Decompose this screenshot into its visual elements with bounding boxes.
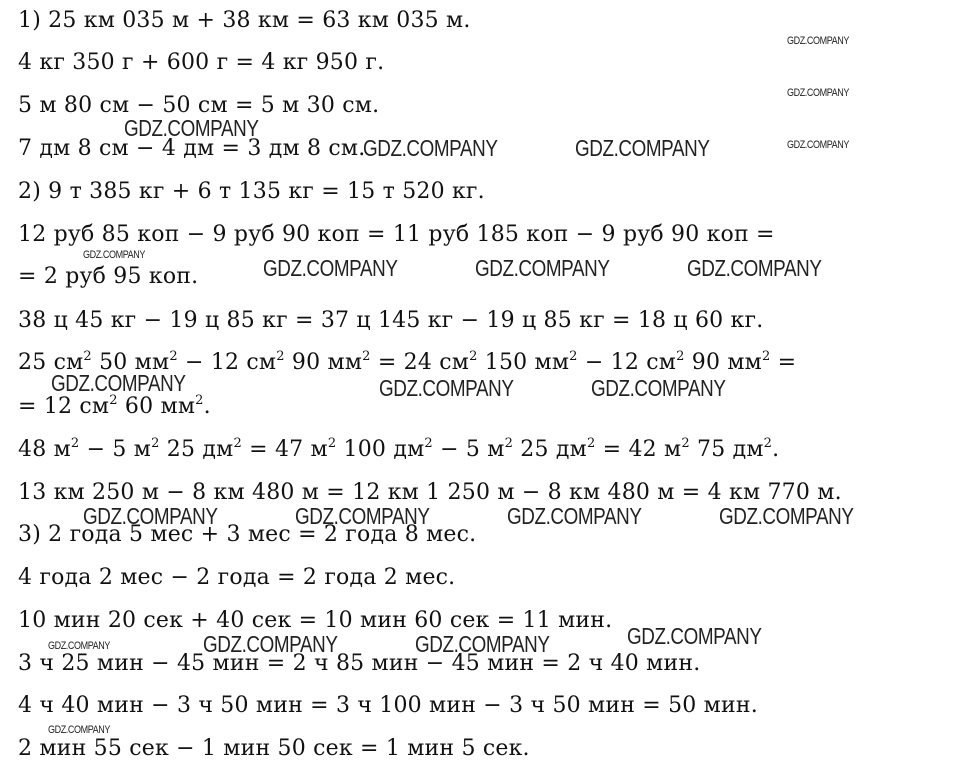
superscript: 2 (763, 436, 773, 451)
watermark: GDZ.COMPANY (687, 255, 822, 281)
solution-line: 3) 2 года 5 мес + 3 мес = 2 года 8 мес. (18, 522, 477, 547)
solution-line: 1) 25 км 035 м + 38 км = 63 км 035 м. (18, 8, 471, 33)
superscript: 2 (195, 393, 204, 408)
watermark: GDZ.COMPANY (379, 375, 514, 401)
solution-line: = 12 $см^2$ 60 $мм^2$. (18, 393, 211, 419)
solution-line: 38 ц 45 кг − 19 ц 85 кг = 37 ц 145 кг − 19 ц 85 кг = 18 ц 60 кг. (18, 308, 764, 333)
solution-line: 3 ч 25 мин − 45 мин = 2 ч 85 мин − 45 мин = 2 ч 40 мин. (18, 651, 701, 676)
solution-line: 5 м 80 см − 50 см = 5 м 30 см. (18, 93, 380, 118)
watermark: GDZ.COMPANY (363, 135, 498, 161)
watermark: GDZ.COMPANY (415, 631, 550, 657)
watermark: GDZ.COMPANY (575, 135, 710, 161)
solution-line: 2) 9 т 385 кг + 6 т 135 кг = 15 т 520 кг. (18, 179, 485, 204)
watermark: GDZ.COMPANY (83, 249, 145, 261)
superscript: 2 (469, 349, 478, 364)
solution-line: 25 $см^2$ 50 $мм^2 - 12$ $см^2$ 90 $мм^2 = 24$ $см^2$ 150 $мм^2 - 12$ $см^2$ 90 $мм^2$ = (18, 349, 797, 375)
watermark: GDZ.COMPANY (787, 35, 849, 47)
watermark: GDZ.COMPANY (83, 503, 218, 529)
watermark: GDZ.COMPANY (591, 375, 726, 401)
solution-line: 4 кг 350 г + 600 г = 4 кг 950 г. (18, 50, 385, 75)
superscript: 2 (762, 349, 771, 364)
solution-line: 4 ч 40 мин − 3 ч 50 мин = 3 ч 100 мин − 3 ч 50 мин = 50 мин. (18, 693, 758, 718)
watermark: GDZ.COMPANY (787, 87, 849, 99)
superscript: 2 (424, 436, 433, 451)
watermark: GDZ.COMPANY (203, 631, 338, 657)
solution-line: 10 мин 20 сек + 40 сек = 10 мин 60 сек = 11 мин. (18, 608, 613, 633)
watermark: GDZ.COMPANY (627, 623, 762, 649)
solution-line: 2 мин 55 сек − 1 мин 50 сек = 1 мин 5 сек. (18, 736, 530, 761)
superscript: 2 (676, 349, 685, 364)
superscript: 2 (362, 349, 371, 364)
watermark: GDZ.COMPANY (295, 503, 430, 529)
solution-line: 4 года 2 мес − 2 года = 2 года 2 мес. (18, 565, 456, 590)
superscript: 2 (681, 436, 690, 451)
watermark: GDZ.COMPANY (124, 115, 259, 141)
watermark: GDZ.COMPANY (507, 503, 642, 529)
superscript: 2 (169, 349, 178, 364)
solution-line: = 2 руб 95 коп. (18, 264, 199, 289)
superscript: 2 (504, 436, 514, 451)
solution-line: 12 руб 85 коп − 9 руб 90 коп = 11 руб 185 коп − 9 руб 90 коп = (18, 222, 775, 247)
superscript: 2 (83, 349, 92, 364)
solution-line: 13 км 250 м − 8 км 480 м = 12 км 1 250 м − 8 км 480 м = 4 км 770 м. (18, 480, 842, 505)
superscript: 2 (327, 436, 337, 451)
superscript: 2 (151, 436, 160, 451)
superscript: 2 (233, 436, 242, 451)
solution-line: 48 $м^2 - 5$ $м^2$ 25 $дм^2 = 47$ $м^2$ 100 $дм^2 - 5$ $м^2$ 25 $дм^2 = 42$ $м^2$ 75 $дм^2$. (18, 436, 780, 462)
watermark: GDZ.COMPANY (719, 503, 854, 529)
superscript: 2 (276, 349, 285, 364)
watermark: GDZ.COMPANY (48, 724, 110, 736)
superscript: 2 (109, 393, 118, 408)
superscript: 2 (586, 436, 596, 451)
watermark: GDZ.COMPANY (787, 139, 849, 151)
solution-line: 7 дм 8 см − 4 дм = 3 дм 8 см. (18, 136, 366, 161)
watermark: GDZ.COMPANY (475, 255, 610, 281)
superscript: 2 (569, 349, 578, 364)
watermark: GDZ.COMPANY (263, 255, 398, 281)
watermark: GDZ.COMPANY (48, 640, 110, 652)
superscript: 2 (70, 436, 80, 451)
watermark: GDZ.COMPANY (51, 370, 186, 396)
